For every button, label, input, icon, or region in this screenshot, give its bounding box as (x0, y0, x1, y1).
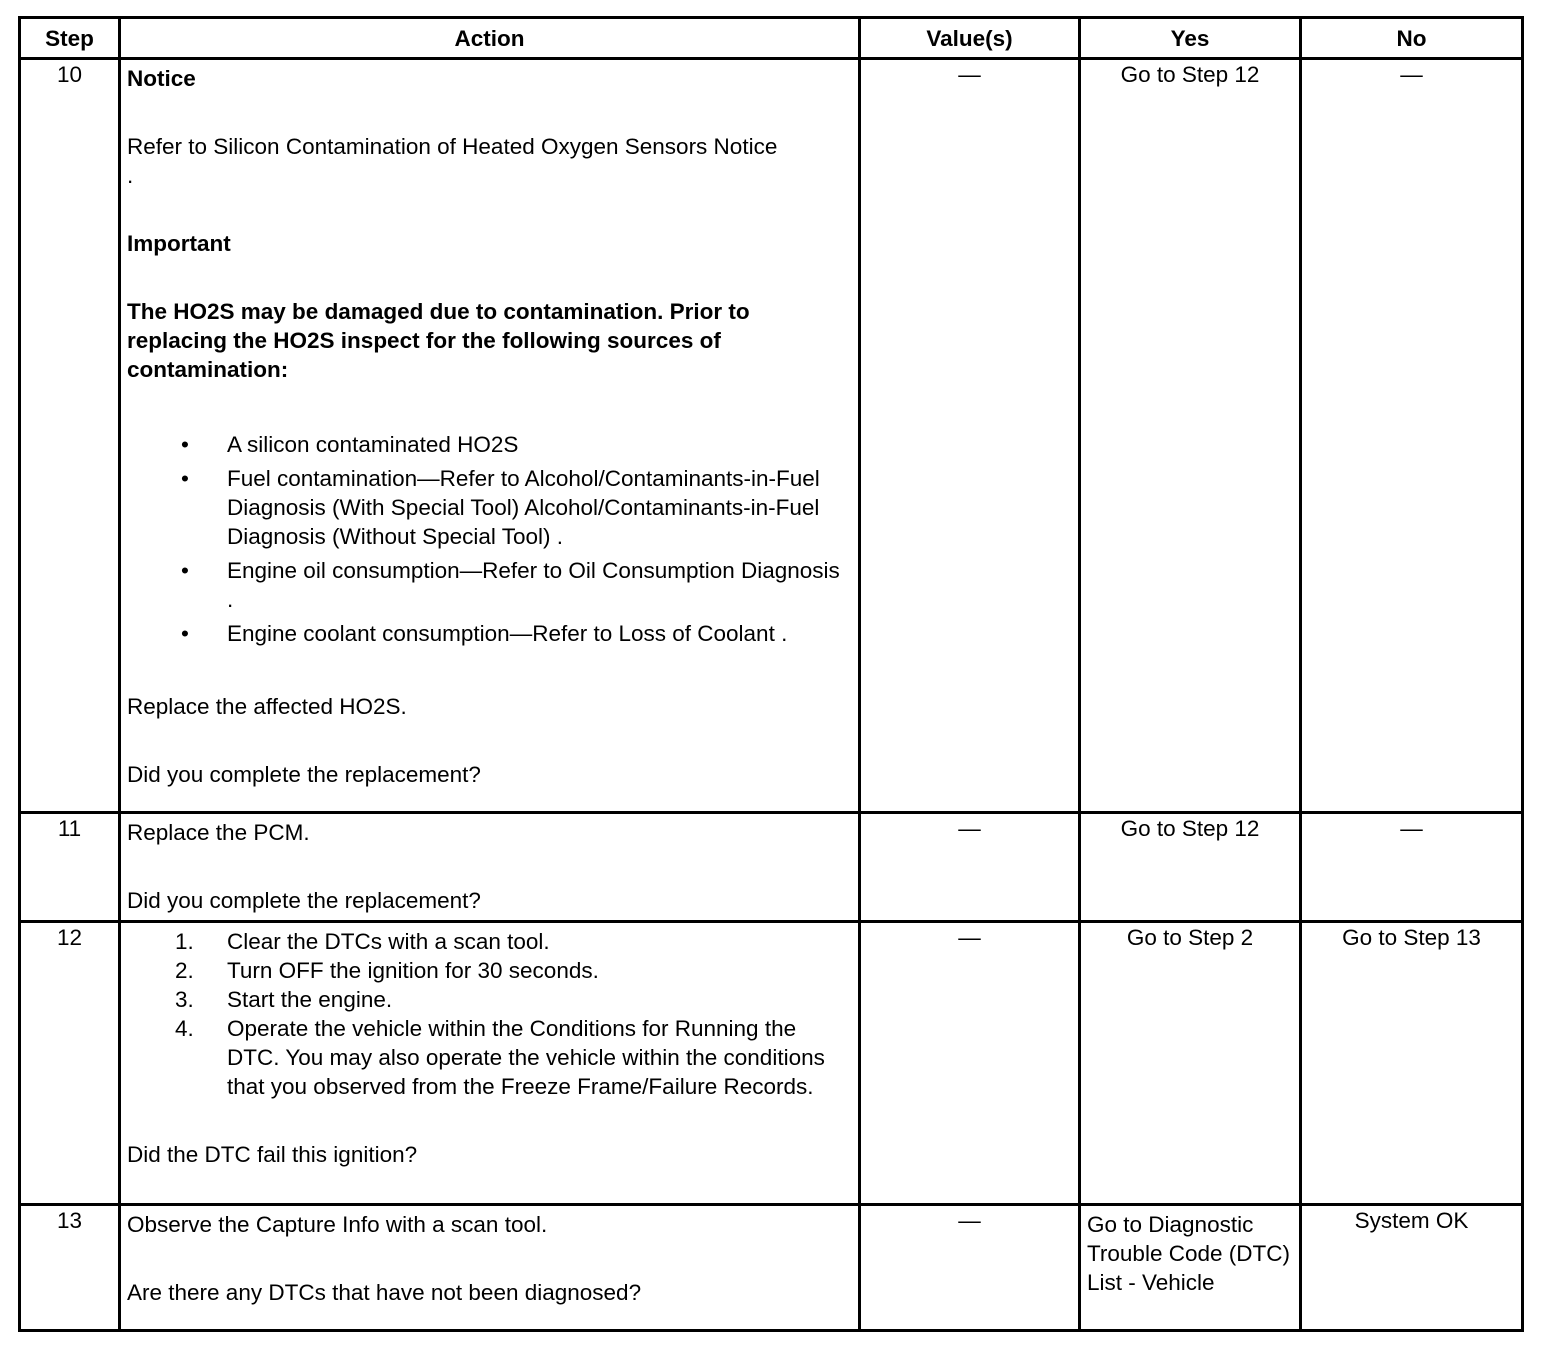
header-no: No (1301, 18, 1523, 59)
important-title: Important (127, 231, 231, 256)
list-item: • Engine coolant consumption—Refer to Loss of Coolant . (127, 619, 852, 648)
action-question: Did you complete the replacement? (127, 762, 481, 787)
action-cell (120, 59, 860, 813)
table-header-row (20, 18, 1523, 59)
action-question: Did you complete the replacement? (127, 888, 481, 913)
header-action: Action (120, 18, 860, 59)
important-text: The HO2S may be damaged due to contamination. Prior to replacing the HO2S inspect for the following sources of contamination: (127, 299, 750, 382)
list-item: • A silicon contaminated HO2S (127, 430, 852, 459)
list-item: 1. Clear the DTCs with a scan tool. (175, 929, 550, 954)
action-cell (120, 1205, 860, 1331)
action-question: Are there any DTCs that have not been diagnosed? (127, 1280, 642, 1305)
notice-text: Refer to Silicon Contamination of Heated Oxygen Sensors Notice (127, 134, 778, 159)
bullet-icon: • (181, 558, 189, 583)
value-cell: — (860, 59, 1080, 813)
header-yes: Yes (1080, 18, 1301, 59)
contamination-sources-list (127, 430, 852, 648)
step-number: 10 (20, 59, 120, 813)
list-item: 4. Operate the vehicle within the Conditions for Running the DTC. You may also operate the vehicle within the conditions that you observed from the Freeze Frame/Failure Records. (175, 1016, 825, 1099)
yes-cell: Go to Step 12 (1080, 59, 1301, 813)
header-step: Step (20, 18, 120, 59)
table-row-step-13 (20, 1205, 1523, 1331)
list-item: 3. Start the engine. (175, 987, 393, 1012)
step-number: 13 (20, 1205, 120, 1331)
action-instruction: Replace the affected HO2S. (127, 694, 407, 719)
yes-cell: Go to Step 12 (1080, 813, 1301, 922)
diagnostic-table (18, 16, 1524, 1332)
notice-period: . (127, 163, 134, 188)
yes-cell: Go to Step 2 (1080, 922, 1301, 1205)
table-row-step-10 (20, 59, 1523, 813)
step-number: 12 (20, 922, 120, 1205)
list-item: 2. Turn OFF the ignition for 30 seconds. (175, 958, 599, 983)
notice-title: Notice (127, 66, 196, 91)
action-instruction: Observe the Capture Info with a scan tool. (127, 1212, 548, 1237)
no-cell: Go to Step 13 (1301, 922, 1523, 1205)
no-cell: — (1301, 813, 1523, 922)
action-question: Did the DTC fail this ignition? (127, 1142, 418, 1167)
header-values: Value(s) (860, 18, 1080, 59)
bullet-icon: • (181, 466, 189, 491)
yes-cell-link[interactable]: Go to Diagnostic Trouble Code (DTC) List - Vehicle (1080, 1205, 1301, 1331)
no-cell: — (1301, 59, 1523, 813)
table-row-step-11 (20, 813, 1523, 922)
list-item: • Fuel contamination—Refer to Alcohol/Contaminants-in-Fuel Diagnosis (With Special Tool) Alcohol/Contaminants-in-Fuel Diagnosis (Without Special Tool) . (127, 464, 852, 551)
list-item: • Engine oil consumption—Refer to Oil Consumption Diagnosis . (127, 556, 852, 614)
value-cell: — (860, 922, 1080, 1205)
procedure-steps-list (127, 927, 852, 1101)
action-cell (120, 922, 860, 1205)
action-instruction: Replace the PCM. (127, 820, 310, 845)
step-number: 11 (20, 813, 120, 922)
bullet-icon: • (181, 432, 189, 457)
action-cell (120, 813, 860, 922)
table-row-step-12 (20, 922, 1523, 1205)
bullet-icon: • (181, 621, 189, 646)
value-cell: — (860, 1205, 1080, 1331)
value-cell: — (860, 813, 1080, 922)
no-cell: System OK (1301, 1205, 1523, 1331)
